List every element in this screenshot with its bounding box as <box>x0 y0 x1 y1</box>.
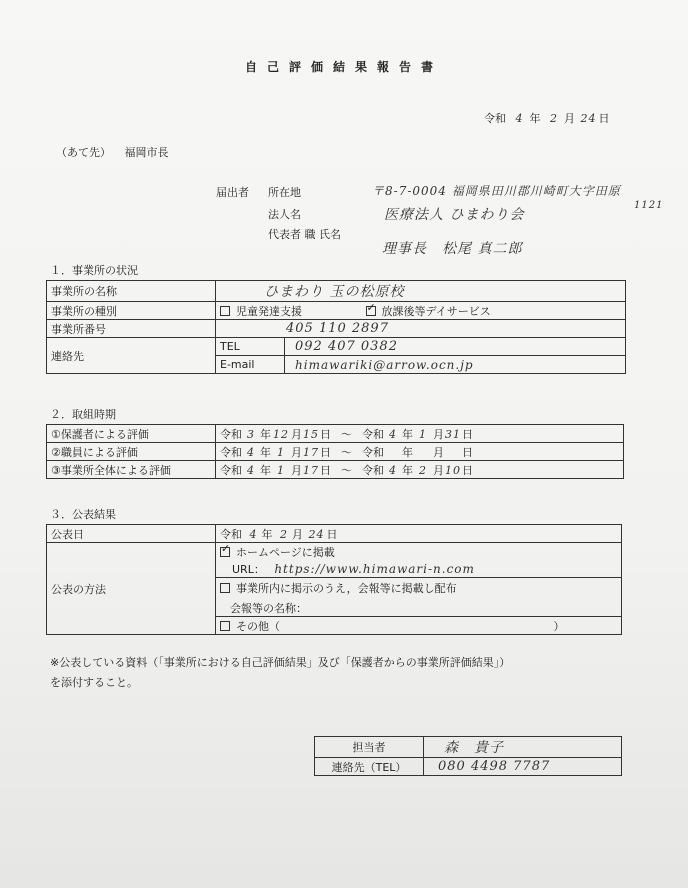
contact-tel-label: 連絡先（TEL） <box>315 758 424 776</box>
tilde: ～ <box>341 427 352 441</box>
day-end: 31 <box>445 427 461 441</box>
gatsu-label: 月 <box>291 445 302 459</box>
year-end: 4 <box>389 463 397 477</box>
nichi-label: 日 <box>462 463 473 477</box>
table-row <box>47 320 626 338</box>
corp-label: 法人名 <box>268 208 301 221</box>
rep-label: 代表者 職 氏名 <box>268 228 341 241</box>
month-start: 1 <box>277 463 285 477</box>
period-range <box>216 461 624 479</box>
table-row <box>47 338 626 356</box>
checkbox-other-icon[interactable] <box>220 621 230 631</box>
bulletin-label: 会報等の名称： <box>230 602 307 615</box>
report-date: 令和 4 年 2 月 24 日 <box>484 112 610 125</box>
table-row <box>315 737 622 758</box>
checkbox-posting-icon[interactable] <box>220 583 230 593</box>
nen-label: 年 <box>260 427 271 441</box>
rep-value: 理事長 松尾 真二郎 <box>382 241 523 257</box>
nen-label: 年 <box>260 463 271 477</box>
table-row <box>315 758 622 776</box>
option-homepage: ホームページに掲載 <box>236 545 335 559</box>
month-end: 1 <box>419 427 427 441</box>
year-start: 4 <box>247 445 255 459</box>
nichi-label: 日 <box>320 445 331 459</box>
person-label: 担当者 <box>315 737 424 758</box>
option-posting: 事業所内に掲示のうえ，会報等に掲載し配布 <box>236 582 457 595</box>
tel-label: TEL <box>216 338 285 356</box>
page-title: 自己評価結果報告書 <box>244 60 443 74</box>
corp-value: 医療法人 ひまわり会 <box>384 207 525 223</box>
nen-label: 年 <box>402 445 413 459</box>
section2-heading: ２．取組時期 <box>50 408 116 421</box>
email-value: himawariki@arrow.ocn.jp <box>285 356 626 374</box>
era-end: 令和 <box>362 445 384 459</box>
month-start: 1 <box>277 445 285 459</box>
period-range <box>216 425 624 443</box>
publish-date-label: 公表日 <box>47 525 216 543</box>
nichi-label: 日 <box>462 445 473 459</box>
nichi-label: 日 <box>462 427 473 441</box>
nen-label: 年 <box>402 463 413 477</box>
facility-name-label: 事業所の名称 <box>47 281 216 302</box>
nichi-label: 日 <box>320 463 331 477</box>
era-start: 令和 <box>220 463 242 477</box>
contact-tel-value: 080 4498 7787 <box>424 758 622 776</box>
table-row <box>47 461 624 479</box>
address-label: 所在地 <box>268 186 301 199</box>
gatsu-label: 月 <box>433 445 444 459</box>
table-row <box>47 543 622 561</box>
nen-label: 年 <box>260 445 271 459</box>
table-row <box>47 425 624 443</box>
period-table <box>46 424 624 479</box>
address-extra: 1121 <box>634 200 664 211</box>
address-value: 〒8-7-0004 福岡県田川郡川崎町大字田原 <box>372 184 621 198</box>
checkbox-after-school-icon[interactable] <box>366 306 376 316</box>
facility-type-label: 事業所の種別 <box>47 302 216 320</box>
period-label: ②職員による評価 <box>47 443 216 461</box>
email-label: E-mail <box>216 356 285 374</box>
tel-value: 092 407 0382 <box>285 338 626 356</box>
table-row <box>47 281 626 302</box>
option-after-school: 放課後等デイサービス <box>381 304 491 318</box>
option-posting-row <box>216 578 622 617</box>
person-value: 森 貴子 <box>424 737 622 758</box>
gatsu-label: 月 <box>291 427 302 441</box>
checkbox-child-dev-icon[interactable] <box>220 306 230 316</box>
table-row <box>47 443 624 461</box>
table-row <box>47 525 622 543</box>
note-line2: を添付すること。 <box>50 676 138 689</box>
contact-label: 連絡先 <box>47 338 216 374</box>
year-start: 3 <box>247 427 255 441</box>
nen-label: 年 <box>402 427 413 441</box>
facility-table <box>46 280 626 374</box>
facility-number-label: 事業所番号 <box>47 320 216 338</box>
option-other: その他（ <box>236 619 280 633</box>
url-row: URL： https://www.himawari-n.com <box>216 560 622 578</box>
facility-name-value: ひまわり 玉の松原校 <box>216 281 626 302</box>
table-row <box>47 302 626 320</box>
day-start: 17 <box>303 445 319 459</box>
month-end: 2 <box>419 463 427 477</box>
era-end: 令和 <box>362 463 384 477</box>
option-homepage-row <box>216 543 622 561</box>
recipient: （あて先） 福岡市長 <box>56 146 169 159</box>
facility-type-options <box>216 302 626 320</box>
notifier-label: 届出者 <box>216 186 249 199</box>
day-end: 10 <box>445 463 461 477</box>
note-line1: ※公表している資料（「事業所における自己評価結果」及び「保護者からの事業所評価結果」） <box>50 656 511 669</box>
year-end: 4 <box>389 427 397 441</box>
month-start: 12 <box>273 427 289 441</box>
period-label: ③事業所全体による評価 <box>47 461 216 479</box>
url-value: https://www.himawari-n.com <box>274 561 475 576</box>
tilde: ～ <box>341 445 352 459</box>
section3-heading: ３．公表結果 <box>50 508 116 521</box>
option-child-dev: 児童発達支援 <box>236 304 302 318</box>
facility-number-value: 405 110 2897 <box>216 320 626 338</box>
option-other-row: その他（ ） <box>216 617 622 635</box>
year-start: 4 <box>247 463 255 477</box>
era-start: 令和 <box>220 427 242 441</box>
day-start: 15 <box>303 427 319 441</box>
period-range <box>216 443 624 461</box>
publish-method-label: 公表の方法 <box>47 543 216 635</box>
publication-table <box>46 524 622 635</box>
gatsu-label: 月 <box>433 427 444 441</box>
contact-person-table <box>314 736 622 776</box>
checkbox-homepage-icon[interactable] <box>220 547 230 557</box>
section1-heading: １．事業所の状況 <box>50 264 138 277</box>
period-label: ①保護者による評価 <box>47 425 216 443</box>
nichi-label: 日 <box>320 427 331 441</box>
era-end: 令和 <box>362 427 384 441</box>
tilde: ～ <box>341 463 352 477</box>
publish-date-value: 令和 4 年 2 月 24 日 <box>216 525 622 543</box>
gatsu-label: 月 <box>291 463 302 477</box>
day-start: 17 <box>303 463 319 477</box>
gatsu-label: 月 <box>433 463 444 477</box>
era-start: 令和 <box>220 445 242 459</box>
